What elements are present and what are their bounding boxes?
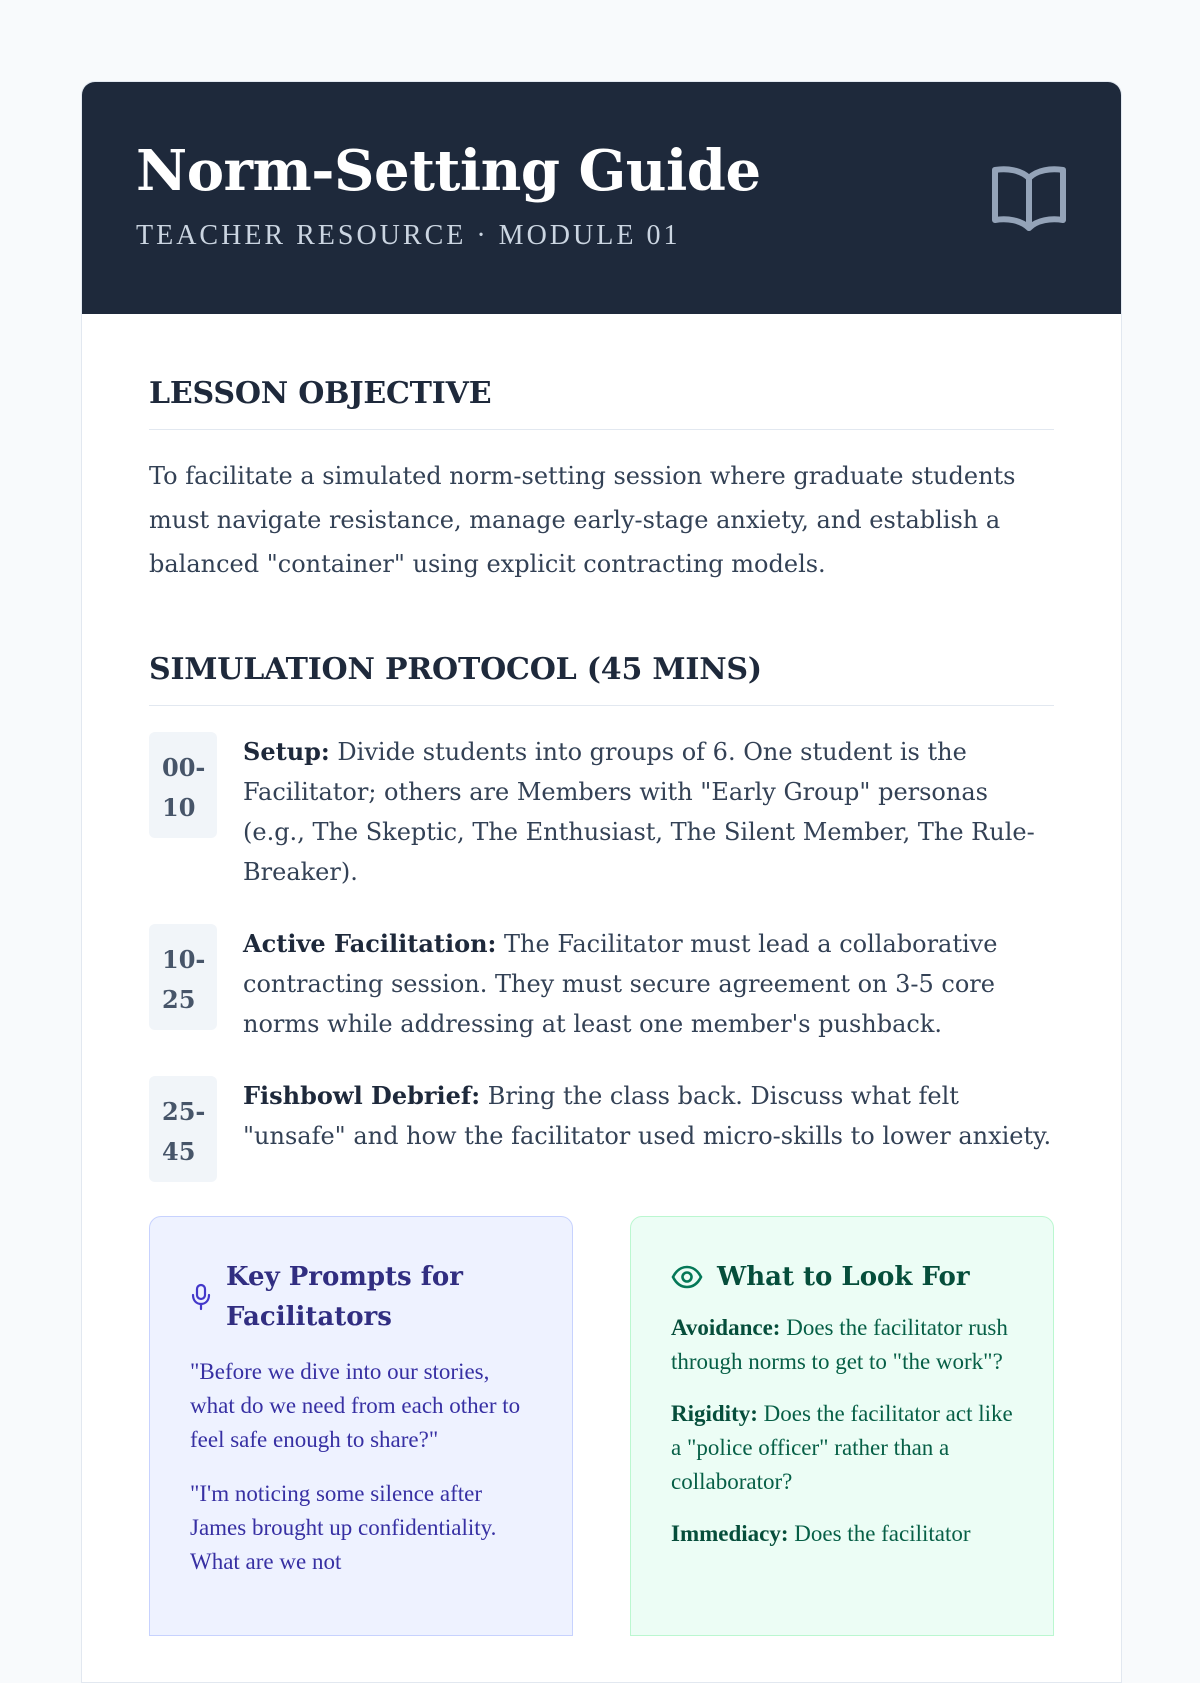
- look-for-item: [671, 1397, 1013, 1499]
- step-label: Fishbowl Debrief:: [243, 1081, 481, 1110]
- page-title: Norm-Setting Guide: [136, 138, 761, 204]
- eye-icon: [671, 1265, 703, 1289]
- time-start: 00-: [162, 753, 206, 782]
- objective-heading: LESSON OBJECTIVE: [149, 376, 1054, 430]
- step-body: The Facilitator must lead a collaborative contracting session. They must secure agreement on 3-5 core norms while addressing at least one member's pushback.: [243, 930, 998, 1038]
- book-open-icon: [991, 164, 1067, 234]
- look-for-label: Immediacy:: [671, 1521, 789, 1546]
- step-description: [243, 924, 1054, 1044]
- prompts-card-title: Key Prompts for Facilitators: [226, 1262, 463, 1332]
- objective-text: To facilitate a simulated norm-setting session where graduate students must navigate resistance, manage early-stage anxiety, and establish a balanced "container" using explicit contracting models.: [149, 462, 1016, 578]
- page-subtitle: TEACHER RESOURCE · MODULE 01: [136, 220, 681, 251]
- time-badge: [149, 1076, 217, 1182]
- look-for-text: Does the facilitator rush through norms to get to "the work"?: [671, 1315, 1008, 1374]
- prompts-card: [149, 1216, 573, 1636]
- protocol-step: [149, 924, 1054, 1044]
- step-body: Divide students into groups of 6. One student is the Facilitator; others are Members with "Early Group" personas (e.g., The Skeptic, The Enthusiast, The Silent Member, The Rule-Breaker).: [243, 738, 1035, 886]
- time-end: 45: [162, 1137, 196, 1166]
- info-cards: [149, 1216, 1054, 1636]
- step-label: Active Facilitation:: [243, 929, 497, 958]
- protocol-step: [149, 732, 1054, 892]
- time-end: 25: [162, 985, 196, 1014]
- page-content: [82, 314, 1121, 1636]
- guide-page: [81, 81, 1122, 1683]
- step-body: Bring the class back. Discuss what felt "unsafe" and how the facilitator used micro-skills to lower anxiety.: [243, 1082, 1052, 1150]
- look-for-card-title: What to Look For: [717, 1262, 970, 1292]
- time-end: 10: [162, 793, 196, 822]
- look-for-text: Does the facilitator: [794, 1521, 971, 1546]
- microphone-icon: [190, 1283, 212, 1311]
- look-for-text: Does the facilitator act like a "police officer" rather than a collaborator?: [671, 1401, 1013, 1494]
- look-for-item: [671, 1517, 1013, 1551]
- time-badge: [149, 732, 217, 838]
- protocol-heading: SIMULATION PROTOCOL (45 MINS): [149, 652, 1054, 706]
- prompts-card-header: [190, 1257, 532, 1337]
- time-start: 25-: [162, 1097, 206, 1126]
- prompt-quote: "I'm noticing some silence after James brought up confidentiality. What are we not: [190, 1481, 497, 1574]
- prompt-quote: "Before we dive into our stories, what do we need from each other to feel safe enough to share?": [190, 1359, 521, 1452]
- look-for-card: [630, 1216, 1054, 1636]
- step-description: [243, 1076, 1054, 1156]
- protocol-step: [149, 1076, 1054, 1182]
- page-header: [82, 82, 1121, 314]
- look-for-card-header: [671, 1257, 1013, 1297]
- look-for-item: [671, 1311, 1013, 1379]
- protocol-steps: [149, 732, 1054, 1182]
- time-start: 10-: [162, 945, 206, 974]
- step-description: [243, 732, 1054, 892]
- time-badge: [149, 924, 217, 1030]
- look-for-label: Avoidance:: [671, 1315, 781, 1340]
- step-label: Setup:: [243, 737, 330, 766]
- look-for-label: Rigidity:: [671, 1401, 758, 1426]
